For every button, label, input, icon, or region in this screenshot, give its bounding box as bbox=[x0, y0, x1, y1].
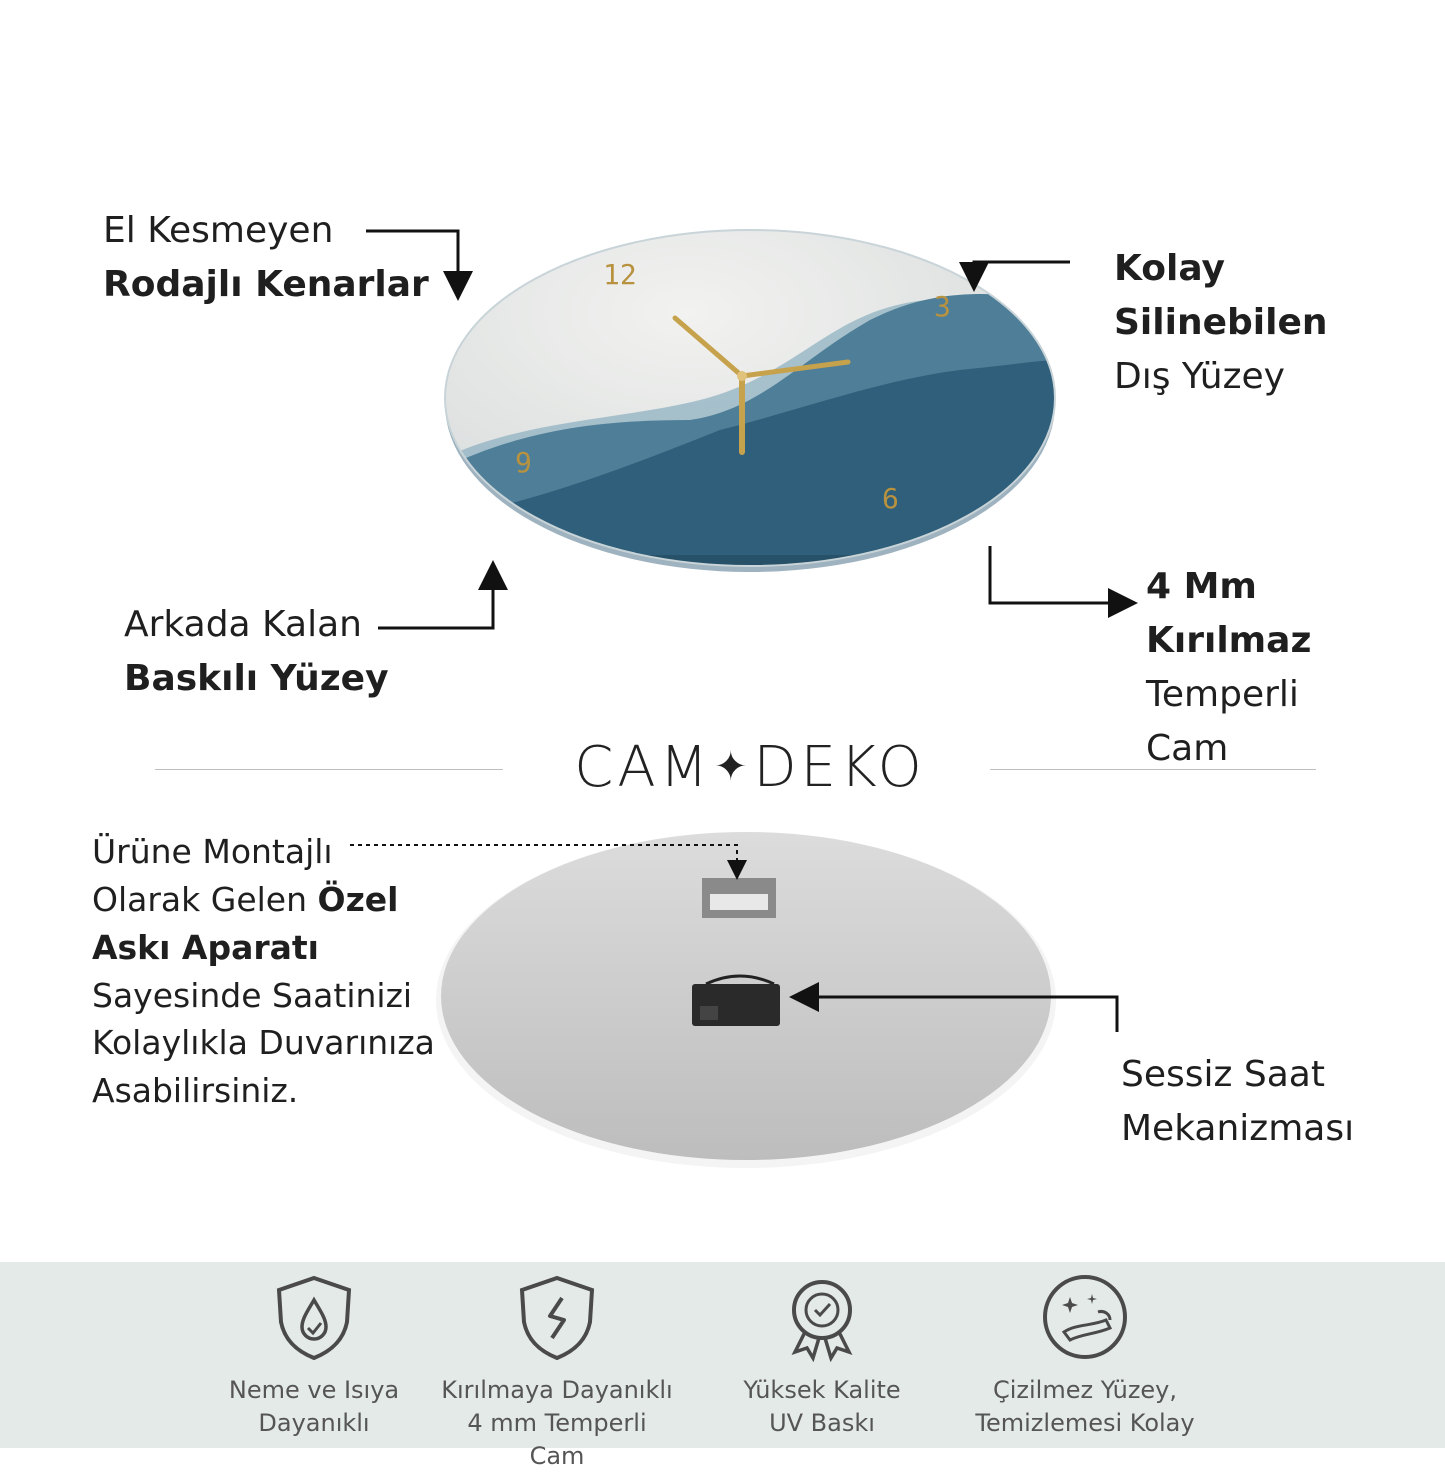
brand-star-icon: ✦ bbox=[713, 744, 752, 790]
feature-moisture-line2: Dayanıklı bbox=[258, 1409, 370, 1438]
divider-left bbox=[155, 769, 503, 770]
water-drop-shield-icon bbox=[269, 1272, 359, 1362]
label-hanger-line4: Sayesinde Saatinizi bbox=[92, 975, 413, 1015]
label-glass-line1: 4 Mm bbox=[1146, 566, 1257, 607]
features-footer bbox=[0, 1262, 1445, 1471]
front-clock bbox=[440, 225, 1060, 580]
numeral-3: 3 bbox=[934, 290, 951, 323]
back-clock bbox=[436, 832, 1056, 1168]
feature-moisture-line1: Neme ve Isıya bbox=[228, 1376, 400, 1404]
label-hanger bbox=[92, 828, 435, 1115]
numeral-9: 9 bbox=[515, 446, 532, 479]
label-surface-line2: Silinebilen bbox=[1114, 302, 1328, 343]
feature-scratch-caption bbox=[965, 1374, 1205, 1440]
label-hanger-line2-b: Özel bbox=[317, 879, 399, 919]
feature-unbreakable-line2: 4 mm Temperli Cam bbox=[467, 1409, 647, 1471]
label-hanger-line3: Askı Aparatı bbox=[92, 927, 319, 967]
label-edges bbox=[103, 204, 429, 312]
feature-unbreakable-line1: Kırılmaya Dayanıklı bbox=[441, 1376, 673, 1404]
crack-shield-icon bbox=[512, 1272, 602, 1362]
feature-quality-caption bbox=[702, 1374, 942, 1440]
hanger-bracket bbox=[702, 878, 776, 918]
label-hanger-line1: Ürüne Montajlı bbox=[92, 832, 333, 871]
label-mechanism bbox=[1121, 1048, 1354, 1156]
label-hanger-line2 bbox=[92, 876, 435, 924]
label-hanger-line6: Asabilirsiniz. bbox=[92, 1071, 299, 1111]
label-mechanism-line2: Mekanizması bbox=[1121, 1108, 1355, 1149]
label-hanger-line2-a: Olarak Gelen bbox=[92, 879, 318, 919]
label-hanger-line5: Kolaylıkla Duvarınıza bbox=[92, 1023, 435, 1063]
label-back-line1: Arkada Kalan bbox=[124, 604, 362, 645]
label-surface-line3: Dış Yüzey bbox=[1114, 356, 1285, 397]
label-glass-line3: Temperli bbox=[1146, 674, 1299, 715]
divider-right bbox=[990, 769, 1316, 770]
feature-scratch-line1: Çizilmez Yüzey, bbox=[992, 1376, 1178, 1404]
label-surface-line1: Kolay bbox=[1114, 248, 1225, 289]
feature-quality-line1: Yüksek Kalite bbox=[743, 1376, 901, 1404]
feature-scratch-line2: Temizlemesi Kolay bbox=[975, 1409, 1195, 1438]
feature-moisture-caption bbox=[194, 1374, 434, 1440]
label-glass-line4: Cam bbox=[1146, 728, 1229, 769]
numeral-12: 12 bbox=[603, 258, 637, 291]
label-back bbox=[124, 598, 389, 706]
label-glass-line2: Kırılmaz bbox=[1146, 620, 1312, 661]
label-surface bbox=[1114, 242, 1328, 404]
quality-badge-icon bbox=[777, 1272, 867, 1362]
sparkle-wipe-icon bbox=[1040, 1272, 1130, 1362]
brand-logo-right: DEKO bbox=[753, 735, 926, 800]
numeral-6: 6 bbox=[882, 482, 899, 515]
label-glass bbox=[1146, 560, 1311, 776]
label-back-line2: Baskılı Yüzey bbox=[124, 658, 389, 699]
label-edges-line2: Rodajlı Kenarlar bbox=[103, 264, 429, 305]
brand-logo-left: CAM bbox=[574, 735, 712, 800]
label-mechanism-line1: Sessiz Saat bbox=[1121, 1054, 1325, 1095]
feature-quality-line2: UV Baskı bbox=[769, 1409, 875, 1438]
feature-unbreakable-caption bbox=[437, 1374, 677, 1473]
brand-logo bbox=[560, 735, 940, 800]
label-edges-line1: El Kesmeyen bbox=[103, 210, 334, 251]
